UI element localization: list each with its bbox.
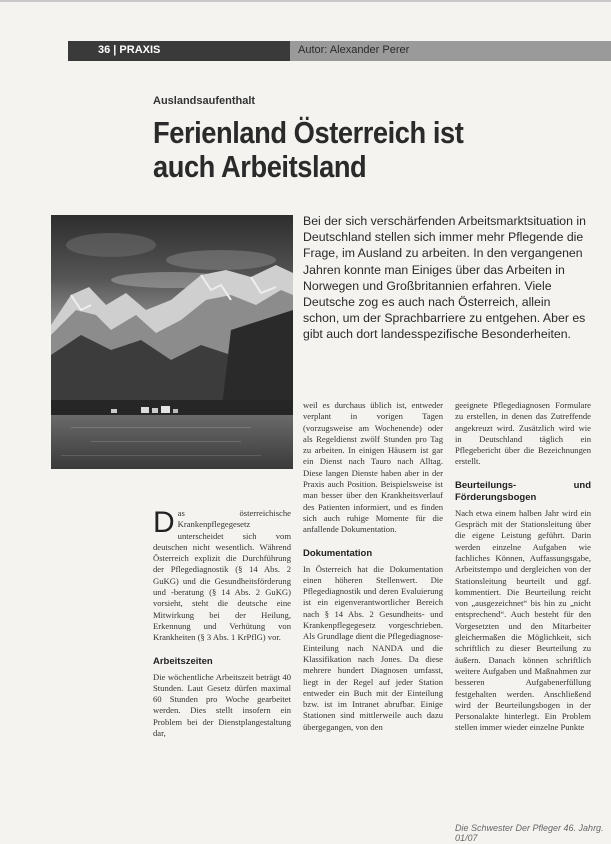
landscape-illustration (51, 215, 293, 469)
article-kicker: Auslandsaufenthalt (153, 95, 256, 107)
title-line-2: auch Arbeitsland (153, 149, 367, 184)
article-title (153, 116, 463, 184)
paragraph-formulare: geeignete Pflegediagnosen Formulare zu erstellen, in denen das Zutreffende angekreuzt wird. Zusätzlich wird wie in Deutschland täglich ein Pflegebericht über die Bezeichnungen erstellt. (455, 400, 591, 467)
paragraph-beurteilung: Nach etwa einem halben Jahr wird ein Gespräch mit der Stationsleitung über die eigene Leistung geführt. Darin werden einzelne Aufgaben wie fachliches Können, Auffassungsgabe, Arbeitstempo und dergleichen von der Stationsleitung beurteilt und ggf. kommentiert. Die Beurteilung reicht von „ausgezeichnet“ bis hin zu „nicht entsprechend“. Auch besteht für den Vorgesetzten und den Mitarbeiter gleichermaßen die Möglichkeit, sich schriftlich zu dieser Beurteilung zu äußern. Danach können schriftlich weitere Aufgaben und Maßnahmen zur besseren Aufgabenerfüllung festgehalten werden. Anschließend wird der Beurteilungsbogen in der Personalakte hinterlegt. Ein Problem stellen immer wieder einzelne Punkte (455, 507, 591, 733)
section-label: 36 | PRAXIS (98, 44, 161, 56)
subhead-arbeitszeiten: Arbeitszeiten (153, 655, 213, 667)
paragraph-dokumentation: In Österreich hat die Dokumentation einen höheren Stellenwert. Die Pflegediagnostik und deren Evaluierung ist ein eigenverantwortlicher Bereich nach § 14 Abs. 2 Gesundheits- und Krankenpflegegesetz vorgeschrieben. Als Grundlage dient die Pflegediagnose-Einteilung nach NANDA und die Klassifikation nach Jones. Da diese mehrere hundert Diagnosen umfasst, liegt in der Regel auf jeder Station entweder ein Buch mit der Einteilung bzw. ist im Intranet abrufbar. Einige Stationen sind mittlerweile auch dazu übergegangen, von den (303, 563, 443, 732)
scan-edge-mark (0, 0, 611, 2)
subhead-beurteilung: Beurteilungs- und Förderungsbogen (455, 479, 591, 503)
author-box (290, 41, 611, 61)
subhead-dokumentation: Dokumentation (303, 547, 373, 559)
article-lead: Bei der sich verschärfenden Arbeitsmarktsituation in Deutschland stellen sich immer mehr Pflegende die Frage, im Ausland zu arbeiten. In den vergangenen Jahren konnte man Einiges über das Arbeiten in Norwegen und Großbritannien erfahren. Viele Deutsche zog es auch nach Österreich, allein schon, um der Sprachbarriere zu entgehen. Aber es gibt auch dort landesspezifische Besonderheiten. (303, 214, 586, 342)
intro-paragraph (153, 508, 291, 644)
intro-text: as österreichische Krankenpflegegesetz unterscheidet sich vom deutschen nicht wesentlich. Während Österreich explizit die Durchführung der Pflegediagnostik (§ 14 Abs. 2 GuKG) und die Gesundheitsförderung und -beratung (§ 14 Abs. 2 GuKG) vorsieht, steht die deutsche eine Mitwirkung bei der Heilung, Erkennung und Verhütung von Krankheiten (§ 3 Abs. 1 KrPflG) vor. (153, 508, 291, 643)
author-label: Autor: Alexander Perer (298, 44, 410, 56)
dropcap: D (153, 506, 175, 539)
title-line-1: Ferienland Österreich ist (153, 115, 464, 150)
paragraph-dienste: weil es durchaus üblich ist, entweder verplant in vorigen Tagen (vorzugsweise am Wochenende) oder als Regeldienst zwölf Stunden pro Tag zu arbeiten. In einigen Häusern ist gar ein Dienst nach Tauro nach Alltag. Diese langen Dienste haben aber in der Praxis auch Position. Beispielsweise ist man besser über den Krankheitsverlauf des Patienten informiert, und es finden sich auch ruhige Momente für die anfallende Dokumentation. (303, 400, 443, 535)
body-column-3 (455, 400, 591, 734)
body-column-1 (153, 508, 291, 739)
page-footer-citation: Die Schwester Der Pfleger 46. Jahrg. 01/07 (455, 823, 604, 843)
body-column-2 (303, 400, 443, 733)
running-header (68, 41, 611, 61)
mountain-lake-photo (51, 215, 293, 469)
paragraph-arbeitszeiten: Die wöchentliche Arbeitszeit beträgt 40 Stunden. Laut Gesetz dürfen maximal 60 Stunden pro Woche gearbeitet werden. Dies stellt insofern ein Problem bei der Dienstplangestaltung dar, (153, 671, 291, 739)
